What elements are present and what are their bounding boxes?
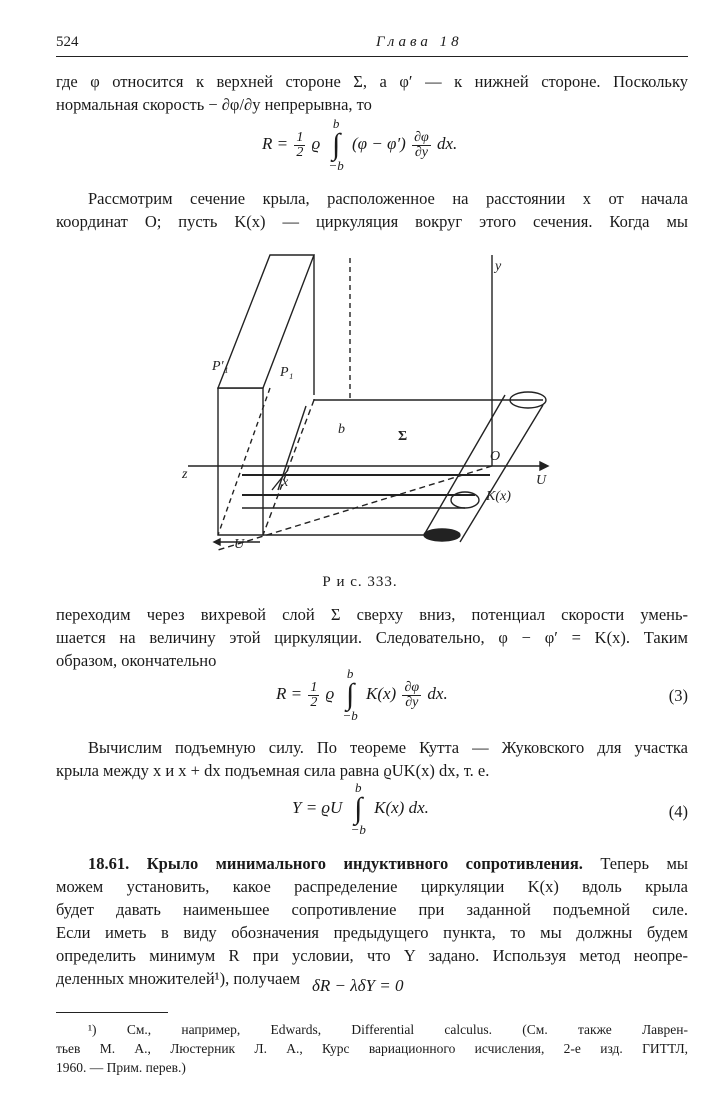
figure-333 xyxy=(160,250,560,565)
label-u-right: U xyxy=(536,473,547,488)
fraction-half: $\frac{1}{2}$ xyxy=(296,129,304,160)
running-header xyxy=(56,32,688,57)
label-kx: K(x) xyxy=(486,489,511,504)
u-arrowhead xyxy=(540,462,548,470)
text-line: шается на величину этой циркуляции. Следовательно, φ − φ′ = K(x). Таким xyxy=(56,628,688,647)
text-line: 1960. — Прим. перев.) xyxy=(56,1060,186,1075)
integral-sign: b ∫ −b xyxy=(350,780,366,837)
eq-integrand: K(x) dx. xyxy=(374,797,429,817)
label-p1prime: P′₁ xyxy=(212,359,229,374)
eq-rho: ϱ xyxy=(325,683,335,703)
label-p1: P₁ xyxy=(280,365,294,380)
eq-dx: dx. xyxy=(427,683,448,703)
cylinder-bottom xyxy=(460,405,543,542)
paragraph-2 xyxy=(56,187,688,233)
footnote-rule xyxy=(56,1012,168,1013)
chapter-title: Глава 18 xyxy=(376,34,463,50)
section-title: 18.61. Крыло минимального индуктивного сопротивления. xyxy=(88,854,583,873)
wing-top-face xyxy=(218,255,314,388)
text-line: тьев М. А., Люстерник Л. А., Курс вариационного исчисления, 2-е изд. ГИТТЛ, xyxy=(56,1041,688,1056)
text-line: где φ относится к верхней стороне Σ, а φ′ — к нижней стороне. Поскольку xyxy=(56,72,688,91)
eq-integrand: (φ − φ′) xyxy=(352,133,406,153)
eq-rho: ϱ xyxy=(311,133,321,153)
equation-r-1 xyxy=(262,118,457,172)
section-18-61 xyxy=(56,852,688,990)
paragraph-1 xyxy=(56,70,688,116)
eq-lhs: R = xyxy=(276,683,303,703)
cylinder-top xyxy=(424,395,505,535)
equation-y-4 xyxy=(292,782,429,836)
text-line: крыла между x и x + dx подъемная сила равна ϱUK(x) dx, т. е. xyxy=(56,761,490,780)
integral-sign: b ∫ −b xyxy=(342,666,358,723)
eq-lhs: R = xyxy=(262,133,289,153)
wing-hidden-edge xyxy=(263,400,314,535)
text-line: переходим через вихревой слой Σ сверху вниз, потенциал скорости умень- xyxy=(56,605,688,624)
text-line: будет давать наименьшее сопротивление при заданной подъемной силе. xyxy=(56,900,688,919)
label-x: x xyxy=(282,475,289,490)
text-line: нормальная скорость − ∂φ/∂y непрерывна, то xyxy=(56,95,372,114)
label-b: b xyxy=(338,422,345,437)
label-z: z xyxy=(182,467,188,482)
eq-dx: dx. xyxy=(437,133,458,153)
wing-front-face xyxy=(218,388,263,535)
equation-number-3: (3) xyxy=(668,686,688,705)
paragraph-4 xyxy=(56,736,688,782)
text-line: 18.61. Крыло минимального индуктивного сопротивления. Теперь мы xyxy=(88,854,689,873)
equation-number-4: (4) xyxy=(668,802,688,821)
text-line: образом, окончательно xyxy=(56,651,217,670)
fraction-derivative: $\frac{\partial\varphi}{\partial y}$ xyxy=(404,679,420,710)
text-line: Если иметь в виду обозначения предыдущего пункта, то мы должны будем xyxy=(56,923,688,942)
label-u-bottom: U xyxy=(234,537,245,552)
equation-variation: δR − λδY = 0 xyxy=(312,976,404,995)
text-line: Рассмотрим сечение крыла, расположенное на расстоянии x от начала xyxy=(88,189,688,208)
u-bottom-arrowhead xyxy=(214,539,220,545)
fraction-derivative: $\frac{\partial\varphi}{\partial y}$ xyxy=(414,129,429,160)
label-y: y xyxy=(495,259,502,274)
eq-lhs: Y = ϱU xyxy=(292,797,343,817)
label-sigma: Σ xyxy=(398,429,408,444)
label-o: O xyxy=(490,449,501,464)
text-line: деленных множителей¹), получаем xyxy=(56,969,301,988)
fraction-half: $\frac{1}{2}$ xyxy=(310,679,318,710)
paragraph-3 xyxy=(56,603,688,672)
footnote xyxy=(56,1020,688,1077)
integral-sign: b ∫ −b xyxy=(328,116,344,173)
eq-integrand: K(x) xyxy=(366,683,397,703)
figure-caption: Р и с. 333. xyxy=(322,574,398,590)
text-line: Вычислим подъемную силу. По теореме Кутта — Жуковского для участка xyxy=(88,738,688,757)
cylinder-front xyxy=(424,529,460,541)
text-line: ¹) См., например, Edwards, Differential calculus. (См. также Лаврен- xyxy=(88,1022,688,1037)
page-number: 524 xyxy=(56,34,79,50)
text-line: определить минимум R при условии, что Y задано. Используя метод неопре- xyxy=(56,946,688,965)
equation-r-3 xyxy=(276,668,448,722)
text-line: можем установить, какое распределение циркуляции K(x) вдоль крыла xyxy=(56,877,688,896)
text-line: координат O; пусть K(x) — циркуляция вокруг этого сечения. Когда мы xyxy=(56,212,688,231)
